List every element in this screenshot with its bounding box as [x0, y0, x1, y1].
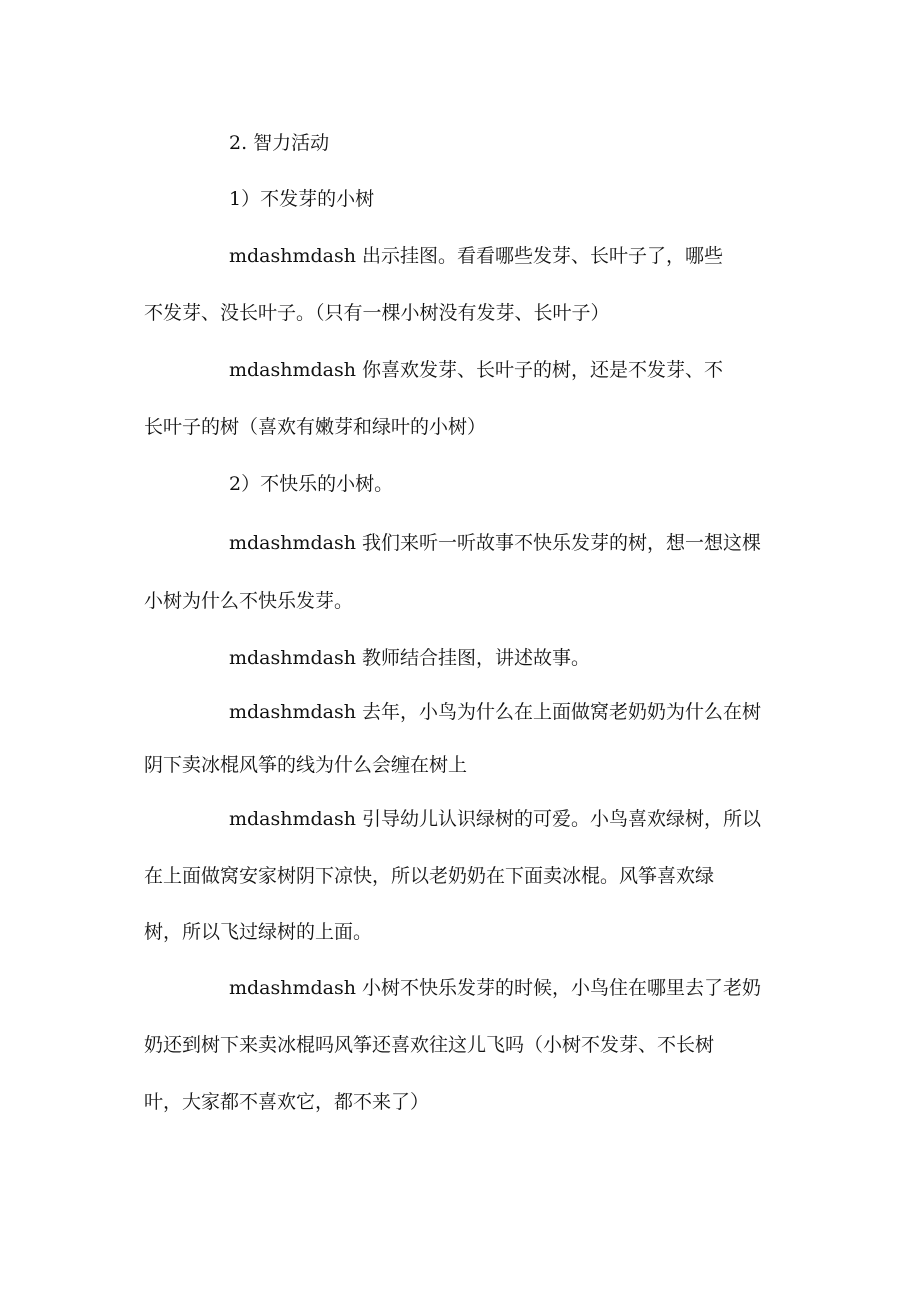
text-line: mdashmdash 小树不快乐发芽的时候，小鸟住在哪里去了老奶 — [229, 977, 762, 999]
text-line: mdashmdash 教师结合挂图，讲述故事。 — [229, 647, 591, 669]
section-heading: 2. 智力活动 — [229, 132, 330, 154]
text-line: mdashmdash 引导幼儿认识绿树的可爱。小鸟喜欢绿树，所以 — [229, 808, 762, 830]
subsection-heading: 1）不发芽的小树 — [229, 188, 375, 210]
text-line: 长叶子的树（喜欢有嫩芽和绿叶的小树） — [144, 416, 487, 438]
text-line: mdashmdash 出示挂图。看看哪些发芽、长叶子了，哪些 — [229, 245, 724, 267]
text-line: 阴下卖冰棍风筝的线为什么会缠在树上 — [144, 754, 468, 776]
text-line: mdashmdash 你喜欢发芽、长叶子的树，还是不发芽、不 — [229, 359, 724, 381]
text-line: 奶还到树下来卖冰棍吗风筝还喜欢往这儿飞吗（小树不发芽、不长树 — [144, 1034, 715, 1056]
text-line: 树，所以飞过绿树的上面。 — [144, 921, 373, 943]
text-line: 在上面做窝安家树阴下凉快，所以老奶奶在下面卖冰棍。风筝喜欢绿 — [144, 865, 715, 887]
subsection-heading: 2）不快乐的小树。 — [229, 473, 394, 495]
text-line: 叶，大家都不喜欢它，都不来了） — [144, 1091, 430, 1113]
text-line: mdashmdash 去年，小鸟为什么在上面做窝老奶奶为什么在树 — [229, 701, 762, 723]
text-line: 不发芽、没长叶子。（只有一棵小树没有发芽、长叶子） — [144, 302, 610, 324]
text-line: 小树为什么不快乐发芽。 — [144, 590, 354, 612]
text-line: mdashmdash 我们来听一听故事不快乐发芽的树，想一想这棵 — [229, 532, 762, 554]
